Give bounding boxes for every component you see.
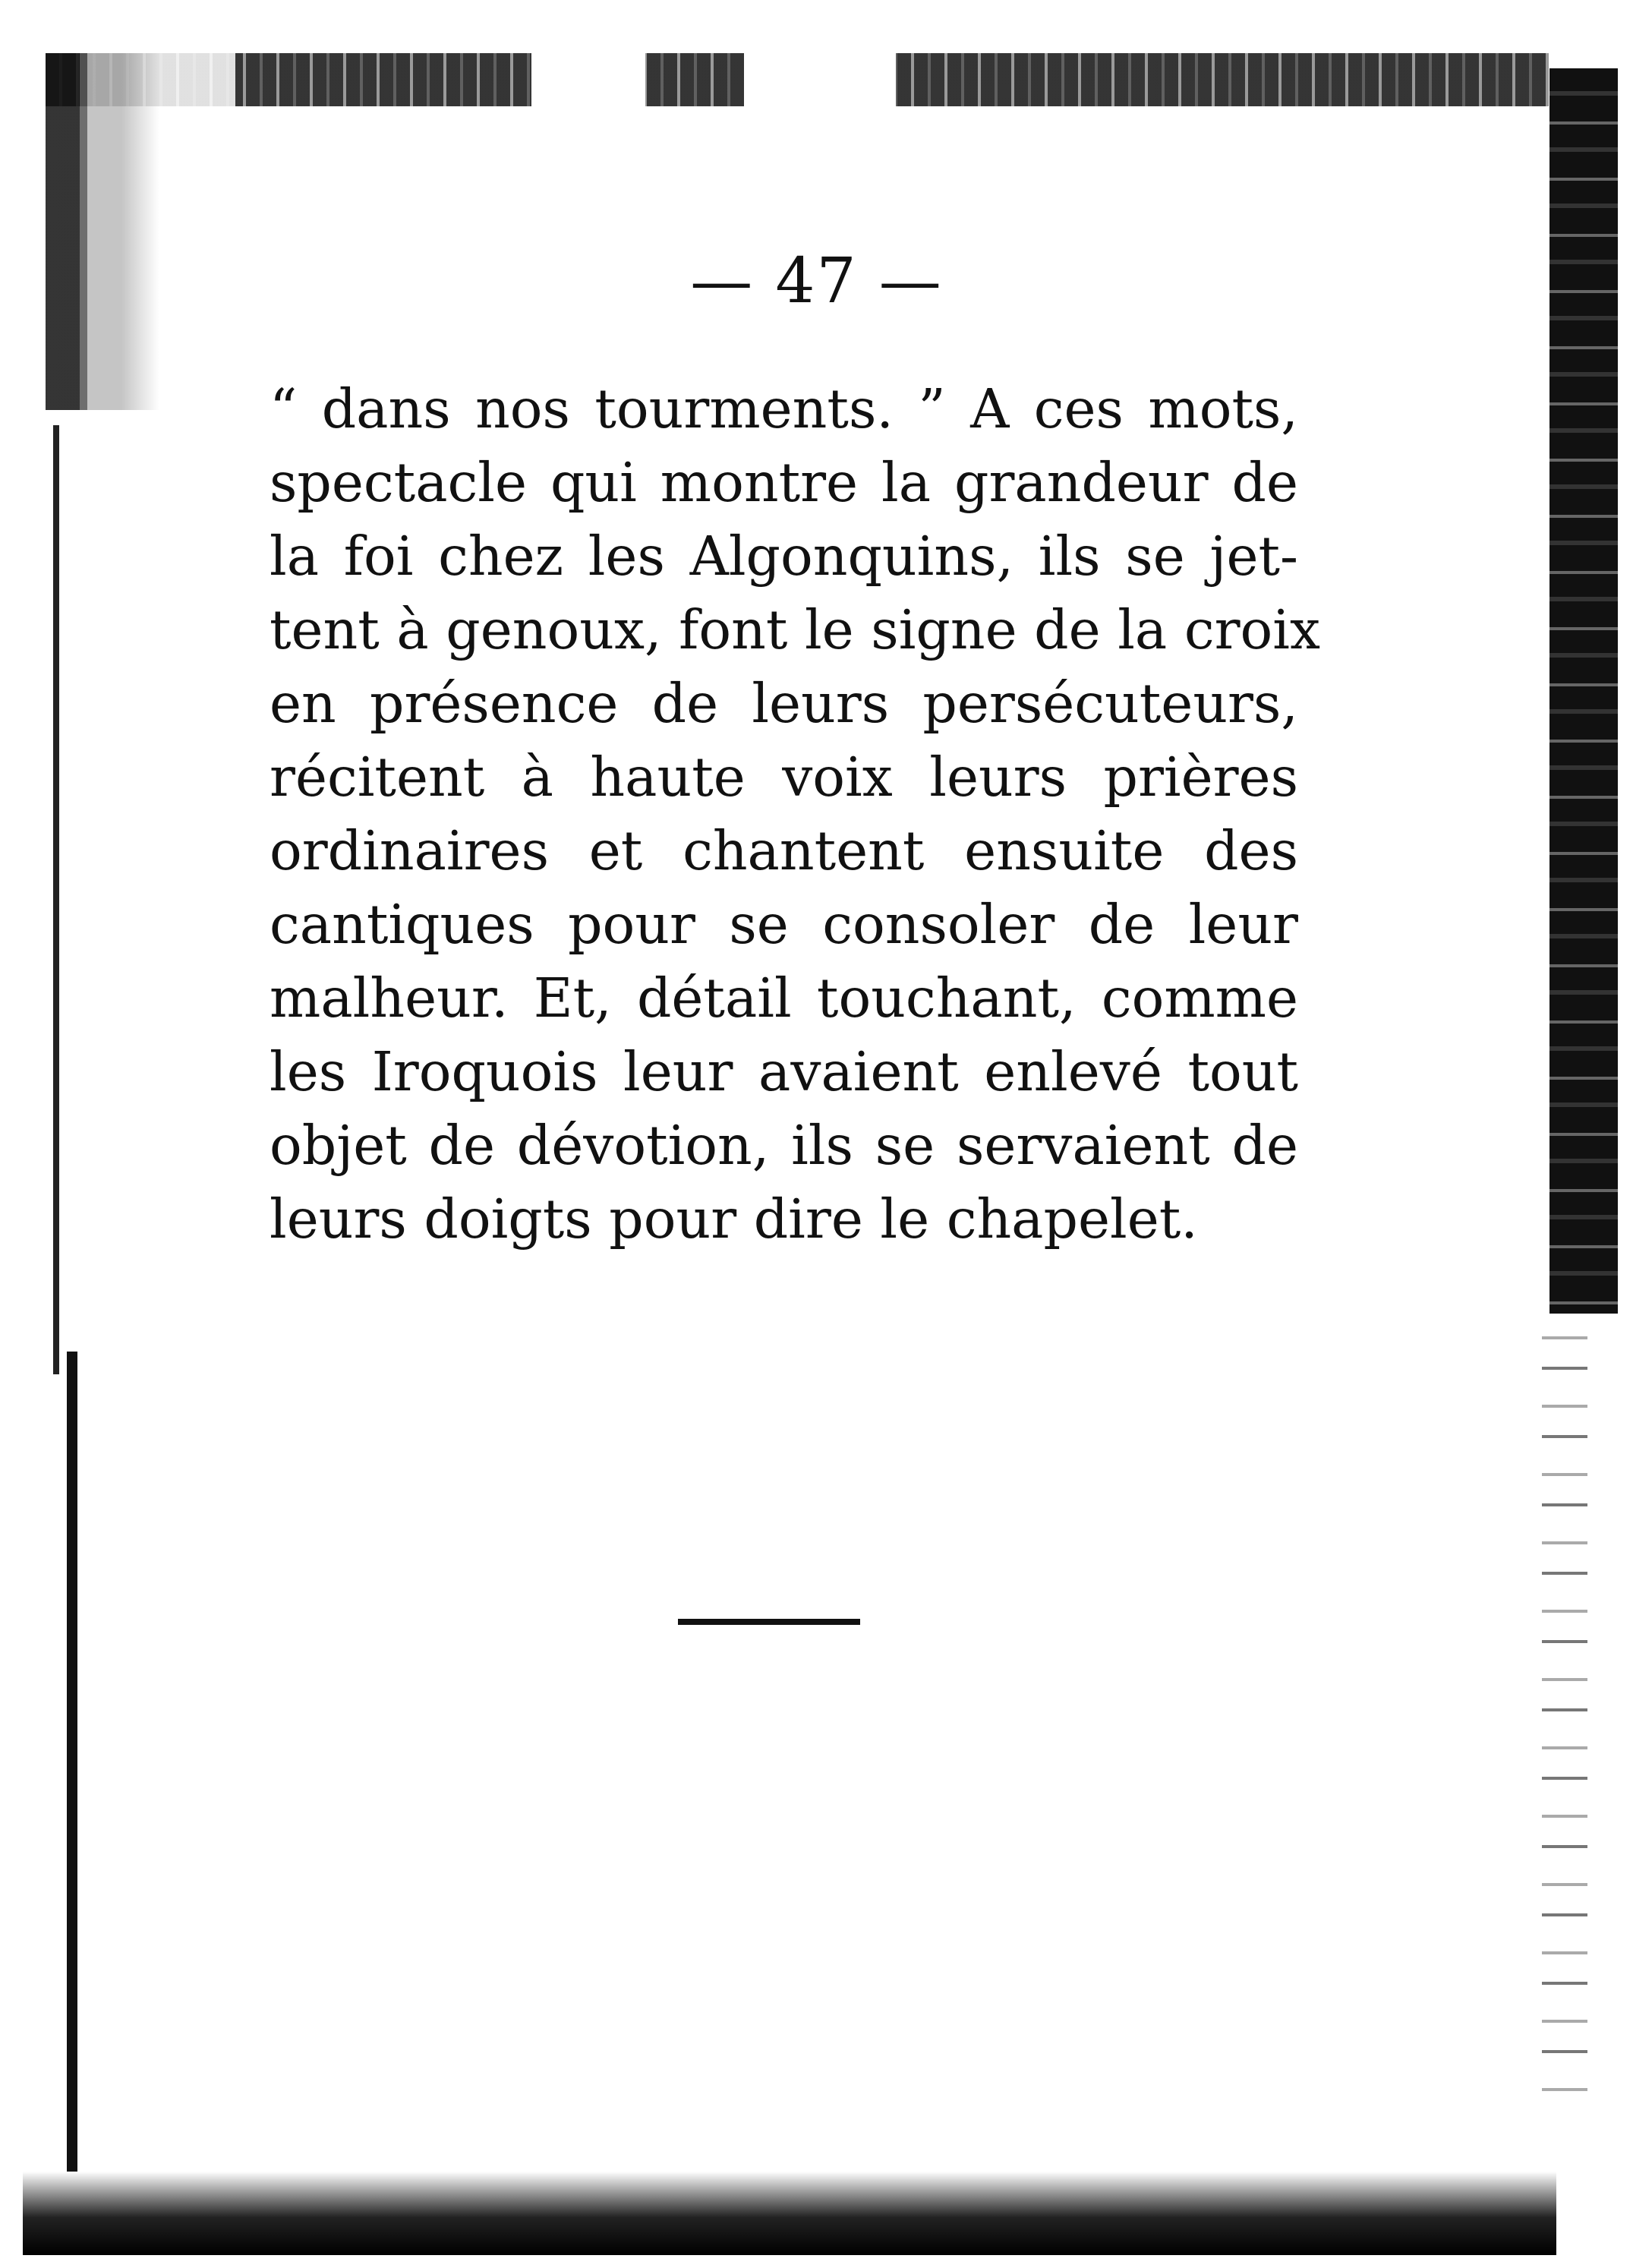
text-line: leurs doigts pour dire le chapelet.: [270, 1188, 1198, 1251]
page-number: — 47 —: [690, 245, 943, 317]
text-line: les Iroquois leur avaient enlevé tout: [270, 1040, 1298, 1103]
text-line: récitent à haute voix leurs prières: [270, 746, 1298, 809]
text-line: spectacle qui montre la grandeur de: [270, 451, 1298, 514]
scan-edge-gap: [744, 53, 896, 106]
body-text: [270, 372, 1321, 1256]
scan-edge-left-corner: [46, 53, 235, 410]
text-line: objet de dévotion, ils se servaient de: [270, 1114, 1298, 1177]
text-line: tent à genoux, font le signe de la croix: [270, 598, 1321, 661]
end-rule: [678, 1619, 860, 1625]
scan-edge-right-lower: [1542, 1336, 1587, 2096]
scan-edge-gap: [531, 53, 645, 106]
text-line: cantiques pour se consoler de leur: [270, 893, 1298, 956]
text-line: la foi chez les Algonquins, ils se jet-: [270, 525, 1298, 588]
text-line: en présence de leurs persécuteurs,: [270, 672, 1298, 735]
scan-edge-left: [53, 425, 59, 1374]
text-line: ordinaires et chantent ensuite des: [270, 819, 1298, 882]
scan-edge-bottom: [23, 2172, 1564, 2255]
text-line: malheur. Et, détail touchant, comme: [270, 967, 1298, 1030]
scan-edge-bottom-gap: [1556, 2096, 1617, 2255]
scan-edge-left-bar: [67, 1352, 77, 2202]
text-line: “ dans nos tourments. ” A ces mots,: [270, 377, 1298, 440]
